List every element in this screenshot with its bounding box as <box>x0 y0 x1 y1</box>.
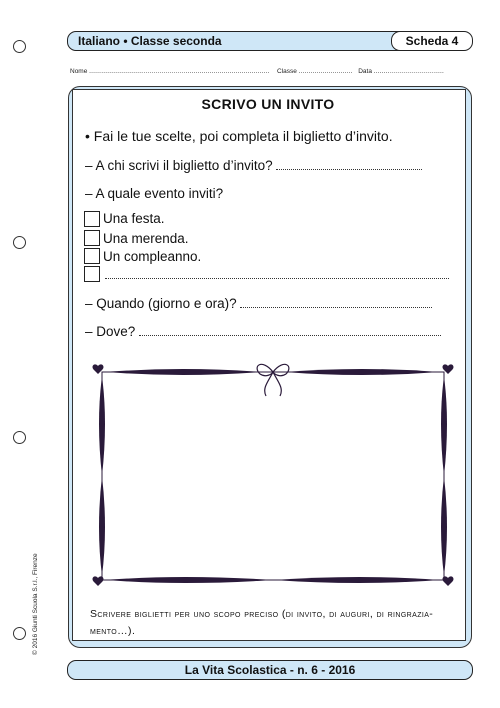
question-where <box>85 324 441 339</box>
name-label: Nome <box>70 68 88 75</box>
question-event: – A quale evento inviti? <box>85 186 224 201</box>
binder-hole <box>13 236 26 249</box>
date-label: Data <box>358 68 372 75</box>
subject-label: Italiano • Classe seconda <box>78 34 222 48</box>
header-bar <box>67 31 473 51</box>
other-event-line[interactable] <box>105 268 449 279</box>
binder-hole <box>13 627 26 640</box>
where-answer-line[interactable] <box>139 325 441 336</box>
binder-hole <box>13 431 26 444</box>
checkbox-birthday[interactable] <box>84 248 100 264</box>
recipient-answer-line[interactable] <box>276 159 422 170</box>
question-when <box>85 296 432 311</box>
question-recipient-label: – A chi scrivi il biglietto d’invito? <box>85 158 273 173</box>
option-snack: Una merenda. <box>103 231 189 246</box>
card-ornament-border <box>99 369 447 583</box>
student-info-row <box>70 68 470 75</box>
worksheet-title: SCRIVO UN INVITO <box>201 96 335 112</box>
instruction-text: • Fai le tue scelte, poi completa il biglietto d’invito. <box>85 128 393 144</box>
option-birthday: Un compleanno. <box>103 249 202 264</box>
when-answer-line[interactable] <box>240 297 432 308</box>
option-party: Una festa. <box>103 211 165 226</box>
invitation-card[interactable] <box>92 362 454 590</box>
copyright-text: © 2016 Giunti Scuola S.r.l., Firenze <box>32 553 39 655</box>
checkbox-other[interactable] <box>84 266 100 282</box>
date-field[interactable]: ................................... <box>373 68 444 75</box>
class-label: Classe <box>276 68 297 75</box>
heart-icon <box>93 364 454 586</box>
card-outline <box>102 372 444 580</box>
name-field[interactable]: .......................................................................................... <box>89 68 270 75</box>
footer-bar: La Vita Scolastica - n. 6 - 2016 <box>67 660 473 680</box>
checkbox-snack[interactable] <box>84 230 100 246</box>
question-where-label: – Dove? <box>85 324 136 339</box>
class-field[interactable]: ........................... <box>298 68 353 75</box>
sheet-number: Scheda 4 <box>391 31 473 51</box>
footnote-text: Scrivere biglietti per uno scopo preciso (di invito, di auguri, di ringrazia-mento…). <box>90 608 434 637</box>
binder-hole <box>13 40 26 53</box>
question-when-label: – Quando (giorno e ora)? <box>85 296 237 311</box>
bow-icon <box>257 364 289 396</box>
checkbox-party[interactable] <box>84 211 100 227</box>
question-recipient <box>85 158 422 173</box>
